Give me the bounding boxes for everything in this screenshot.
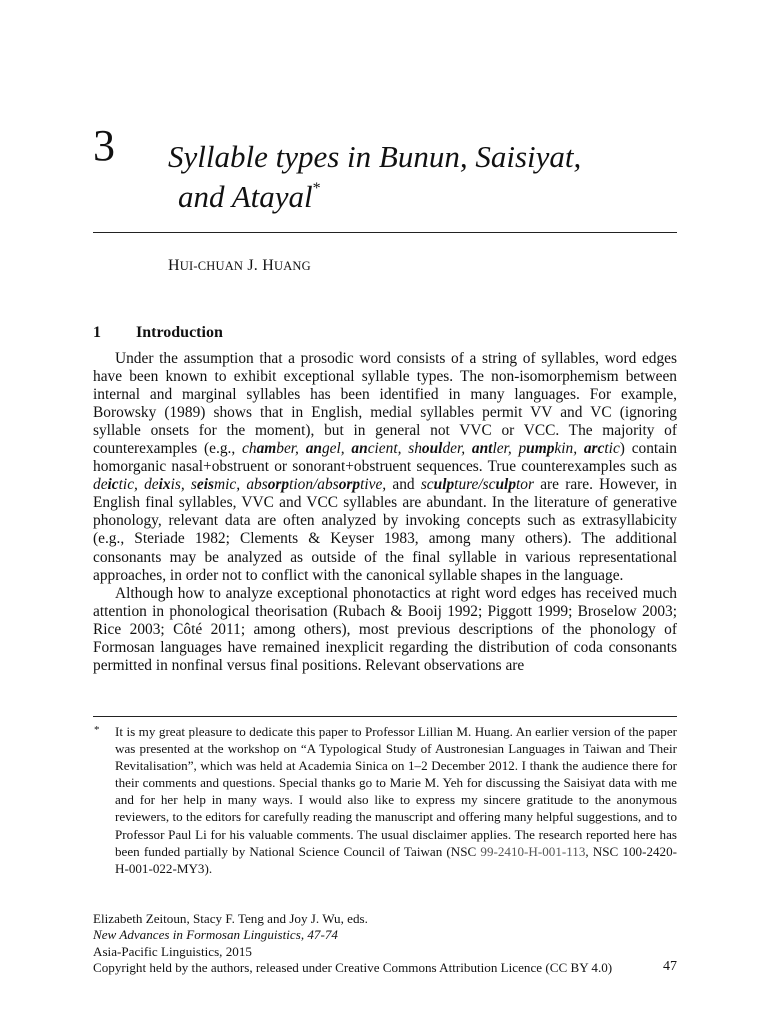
example-part: tive, <box>360 476 393 494</box>
paragraph-2: Although how to analyze exceptional phonotactics at right word edges has received much attention in phonological theorisation (Rubach & Booij 1992; Piggott 1999; Broselow 2003; Rice 2003; Côté 2011; among others), most previous descriptions of the phonology of Formosan languages have remained inexplicit regarding the distribution of coda consonants permitted in nonfinal versus final positions. Relevant observations are <box>93 584 677 674</box>
example-absorption <box>246 476 392 493</box>
example-part: tor <box>516 476 534 494</box>
example-chamber <box>242 440 306 457</box>
chapter-title-line2: and Atayal <box>178 179 313 214</box>
example-bold: orp <box>267 476 290 494</box>
example-bold: orp <box>338 476 361 494</box>
section-number: 1 <box>93 324 101 341</box>
chapter-title-line2-wrap <box>168 177 688 217</box>
chapter-number: 3 <box>93 121 115 170</box>
example-bold: arc <box>583 440 605 458</box>
grant-number-2: 100-2420-H-001-022-MY3 <box>115 843 677 876</box>
footnote-text-a: It is my great pleasure to dedicate this paper to Professor Lillian M. Huang. An earlier version of the paper was presented at the workshop on “A Typological Study of Austronesian Languages in Taiwan and Their Revitalisation”, which was held at Academia Sinica on 1–2 December 2012. I thank the audience there for their comments and questions. Special thanks go to Marie M. Yeh for discussing the Saisiyat data with me and for her help in many ways. I would also like to express my sincere gratitude to the anonymous reviewers, to the editors for carefully reading the manuscript and offering many helpful suggestions, and to Professor Paul Li for his valuable comments. The usual disclaimer applies. The research reported here has been funded partially by National Science Council of Taiwan (NSC <box>115 724 677 859</box>
footnote-text <box>115 723 677 877</box>
example-part: tic <box>604 440 620 458</box>
footnote-divider <box>93 716 677 717</box>
p1-and: and <box>392 476 421 494</box>
chapter-title <box>168 137 688 217</box>
example-bold: oul <box>421 440 443 458</box>
example-ancient <box>351 440 408 457</box>
example-bold: an <box>305 440 322 458</box>
example-pumpkin <box>518 440 583 457</box>
section-title: Introduction <box>136 324 223 341</box>
p1-text-c: are rare. However, in English final syllables, VVC and VCC syllables are abundant. In the literature of generative phonology, relevant data are often analyzed by invoking concepts such as extrasyllabicity (e.g., Steriade 1982; Clements & Keyser 1983, among many others). The additional consonants may be analyzed as outside of the final syllable in various representational approaches, in order not to conflict with the canonical syllable shapes in the language. <box>93 476 677 584</box>
example-part: mic, <box>214 476 247 494</box>
paragraph-1 <box>93 350 677 585</box>
footnote-text-b: , NSC <box>585 843 623 859</box>
source-book-title[interactable]: New Advances in Formosan Linguistics <box>93 927 301 943</box>
author-first-initial: H <box>168 257 180 274</box>
example-bold: ic <box>107 476 119 494</box>
example-angel <box>306 440 352 457</box>
example-part: der, <box>442 440 472 458</box>
source-copyright: Copyright held by the authors, released under Creative Commons Attribution Licence (CC BY 4.0) <box>93 960 613 976</box>
chapter-footnote-marker[interactable]: * <box>312 180 321 197</box>
author-last-initial: H <box>262 257 274 274</box>
example-part: p <box>518 440 527 458</box>
example-deictic <box>93 476 144 493</box>
source-info <box>93 911 677 977</box>
example-part: ler, <box>492 440 519 458</box>
example-part: tic, <box>118 476 145 494</box>
body-text <box>93 350 677 675</box>
example-bold: eis <box>196 476 215 494</box>
footnote-text-c: ). <box>204 860 213 876</box>
example-part: abs <box>246 476 268 494</box>
example-part: ture/sc <box>454 476 496 494</box>
example-sculpture <box>421 476 534 493</box>
example-shoulder <box>408 440 472 457</box>
author-last-rest: UANG <box>273 259 311 273</box>
example-bold: ant <box>471 440 493 458</box>
example-part: ch <box>242 440 257 458</box>
source-book-line <box>93 927 677 943</box>
author-middle: J. <box>243 257 263 274</box>
p1-text-b: ) contain homorganic nasal+obstruent or sonorant+obstruent sequences. True counterexamples such as <box>93 440 677 476</box>
example-bold: ulp <box>495 476 517 494</box>
author-name <box>168 257 311 275</box>
example-bold: am <box>256 440 277 458</box>
p1-text-a: Under the assumption that a prosodic word consists of a string of syllables, word edges have been known to exhibit exceptional syllable types. The non-isomorphemism between internal and marginal syllables has been identified in many languages. For example, Borowsky (1989) shows that in English, medial syllables permit VV and VC (ignoring syllable onsets for the moment), but in general not VVC or VCC. The majority of counterexamples (e.g., <box>93 350 677 458</box>
title-divider <box>93 232 677 233</box>
section-heading <box>93 324 223 342</box>
example-part: cient, <box>367 440 409 458</box>
example-part: sh <box>408 440 422 458</box>
example-bold: ulp <box>433 476 455 494</box>
example-bold: ix <box>158 476 171 494</box>
example-deixis <box>144 476 191 493</box>
example-part: ber, <box>276 440 306 458</box>
example-part: de <box>93 476 108 494</box>
example-part: kin, <box>554 440 584 458</box>
example-bold: ump <box>526 440 555 458</box>
example-part: s <box>190 476 197 494</box>
example-part: is, <box>170 476 191 494</box>
chapter-title-line1: Syllable types in Bunun, Saisiyat, <box>168 139 582 174</box>
example-part: gel, <box>321 440 352 458</box>
author-first-rest: UI-CHUAN <box>179 259 244 273</box>
example-part: tion/abs <box>289 476 339 494</box>
example-bold: an <box>351 440 368 458</box>
example-antler <box>472 440 519 457</box>
example-part: de <box>144 476 159 494</box>
page-number: 47 <box>663 959 677 974</box>
example-part: sc <box>420 476 434 494</box>
example-arctic <box>584 440 620 457</box>
source-pages: , 47-74 <box>300 927 338 943</box>
grant-number-1: 99-2410-H-001-113 <box>480 843 586 859</box>
footnote-marker: * <box>94 724 100 736</box>
source-series: Asia-Pacific Linguistics, 2015 <box>93 943 252 959</box>
source-editors: Elizabeth Zeitoun, Stacy F. Teng and Joy J. Wu, eds. <box>93 911 368 926</box>
example-seismic <box>191 476 246 493</box>
